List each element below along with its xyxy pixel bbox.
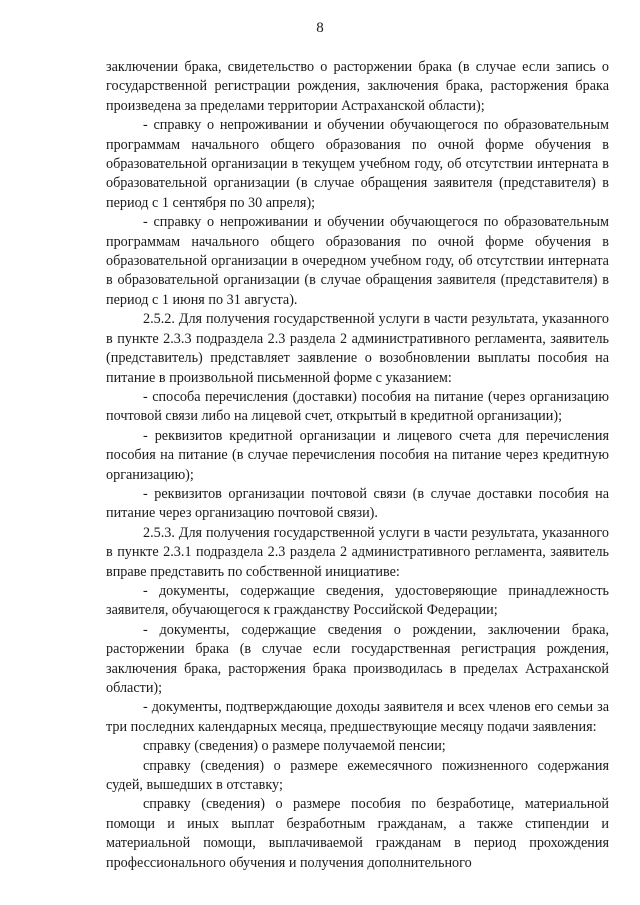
paragraph-list-item: - реквизитов кредитной организации и лицевого счета для перечисления пособия на питание (в случае перечисления пособия на питание через кредитную организацию); [106,427,609,483]
paragraph-sub-item: справку (сведения) о размере пособия по безработице, материальной помощи и иных выплат безработным гражданам, а также стипендии и материальной помощи, выплачиваемой гражданам в период прохождения профессионального обучения и получения дополнительного [106,796,609,871]
paragraph-continuation: заключении брака, свидетельство о расторжении брака (в случае если запись о государственной регистрации рождения, заключения брака, расторжения брака произведена за пределами территории Астраханской области); [106,59,609,114]
paragraph-clause: 2.5.3. Для получения государственной услуги в части результата, указанного в пункте 2.3.1 подраздела 2.3 раздела 2 административного регламента, заявитель вправе представить по собственной инициативе: [106,524,609,580]
paragraph-sub-item: справку (сведения) о размере ежемесячного пожизненного содержания судей, вышедших в отставку; [106,757,609,794]
paragraph-list-item: - справку о непроживании и обучении обучающегося по образовательным программам начального общего образования по очной форме обучения в образовательной организации в текущем учебном году, об отсутствии интерната в образовательной организации (в случае обращения заявителя (представителя) в период с 1 сентября по 30 апреля); [106,117,609,211]
page-number: 8 [316,20,324,36]
paragraph-sub-item: справку (сведения) о размере получаемой пенсии; [143,738,446,755]
paragraph-list-item: - способа перечисления (доставки) пособия на питание (через организацию почтовой связи либо на лицевой счет, открытый в кредитной организации); [106,388,609,425]
paragraph-list-item: - документы, содержащие сведения, удостоверяющие принадлежность заявителя, обучающегося к гражданству Российской Федерации; [106,582,609,619]
document-body [106,58,609,873]
paragraph-list-item: - справку о непроживании и обучении обучающегося по образовательным программам начального общего образования по очной форме обучения в образовательной организации в очередном учебном году, об отсутствии интерната в образовательной организации (в случае обращения заявителя (представителя) в период с 1 июня по 31 августа). [106,214,609,308]
paragraph-list-item: - документы, содержащие сведения о рождении, заключении брака, расторжении брака (в случае если государственная регистрация рождения, заключения брака, расторжения брака производилась в пределах Астраханской области); [106,621,609,696]
paragraph-clause: 2.5.2. Для получения государственной услуги в части результата, указанного в пункте 2.3.3 подраздела 2.3 раздела 2 административного регламента, заявитель (представитель) представляет заявление о возобновлении выплаты пособия на питание в произвольной письменной форме с указанием: [106,311,609,386]
paragraph-list-item: - реквизитов организации почтовой связи (в случае доставки пособия на питание через организацию почтовой связи). [106,485,609,522]
paragraph-list-item: - документы, подтверждающие доходы заявителя и всех членов его семьи за три последних календарных месяца, предшествующие месяцу подачи заявления: [106,699,609,735]
